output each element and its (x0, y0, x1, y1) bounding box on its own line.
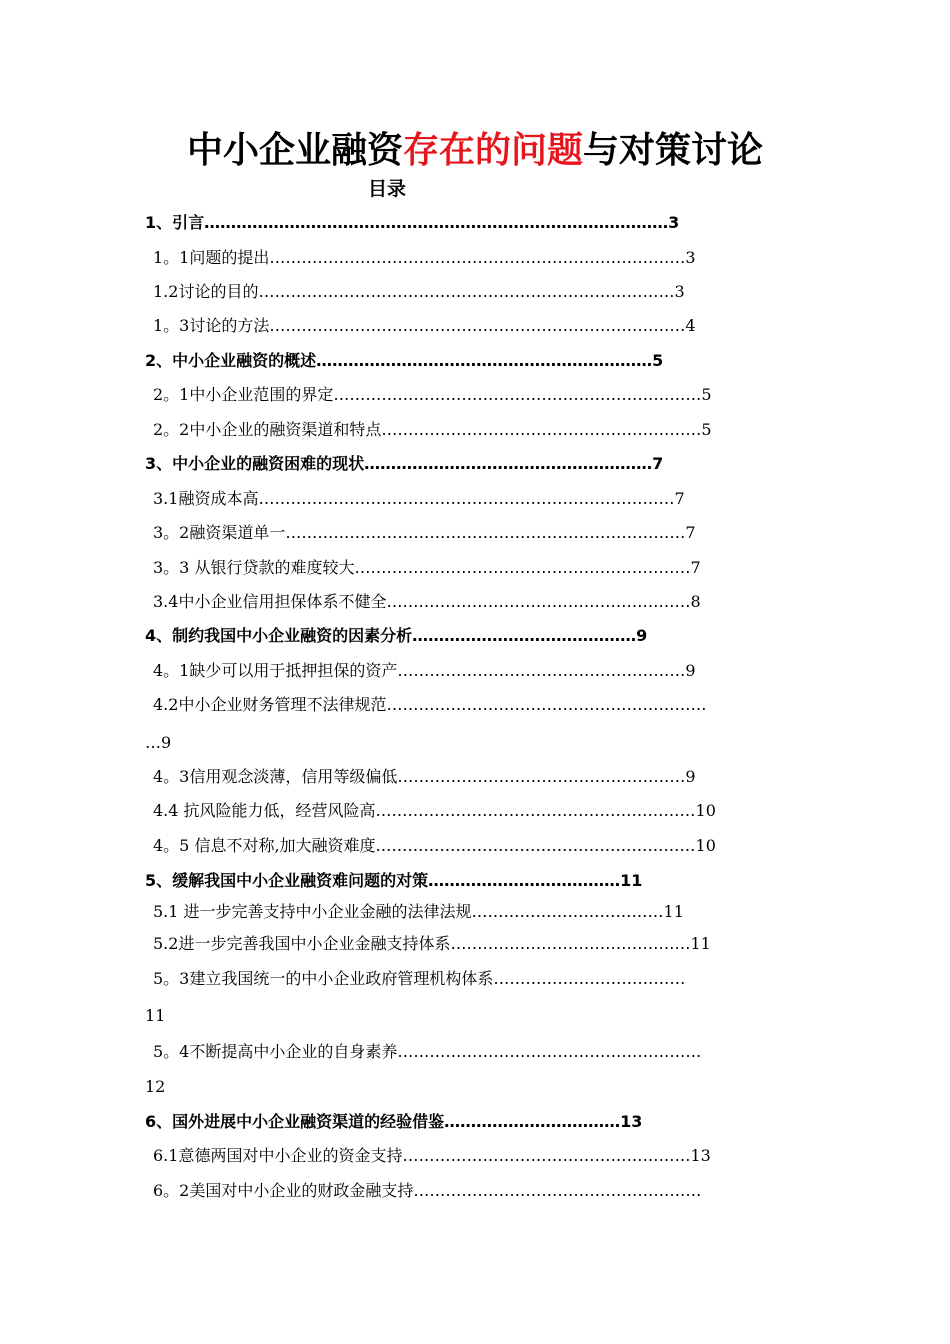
toc-entry: 6。2美国对中小企业的财政金融支持……………………………………………… (153, 1181, 702, 1200)
toc-entry: 3.1融资成本高……………………………………………………………………7 (153, 489, 685, 508)
toc-entry: 1、引言……………………………………………………………………………3 (145, 213, 680, 232)
toc-entry: 3、中小企业的融资困难的现状………………………………………………7 (145, 454, 664, 473)
toc-heading: 目录 (368, 178, 407, 200)
toc-entry: 2。2中小企业的融资渠道和特点……………………………………………………5 (153, 420, 712, 439)
toc-entry: 1.2讨论的目的……………………………………………………………………3 (153, 282, 685, 301)
toc-entry: 2、中小企业融资的概述………………………………………………………5 (145, 351, 664, 370)
toc-entry: 4。3信用观念淡薄，信用等级偏低………………………………………………9 (153, 767, 696, 786)
toc-entry: 4。1缺少可以用于抵押担保的资产………………………………………………9 (153, 661, 696, 680)
toc-entry: 4、制约我国中小企业融资的因素分析……………………………………9 (145, 626, 648, 645)
toc-entry: 5.2进一步完善我国中小企业金融支持体系………………………………………11 (153, 934, 711, 953)
toc-entry: 3。2融资渠道单一…………………………………………………………………7 (153, 523, 696, 542)
toc-entry-continuation: 11 (145, 1006, 166, 1025)
title-highlight: 存在的问题 (402, 129, 583, 171)
toc-entry: 6.1意德两国对中小企业的资金支持………………………………………………13 (153, 1146, 711, 1165)
toc-entry-continuation: …9 (145, 733, 172, 752)
toc-entry: 4.4 抗风险能力低，经营风险高……………………………………………………10 (153, 801, 716, 820)
toc-entry-continuation: 12 (145, 1077, 166, 1096)
toc-entry: 5.1 进一步完善支持中小企业金融的法律法规………………………………11 (153, 902, 684, 921)
toc-entry: 3.4中小企业信用担保体系不健全…………………………………………………8 (153, 592, 701, 611)
toc-entry: 5。4不断提高中小企业的自身素养………………………………………………… (153, 1042, 702, 1061)
document-title: 中小企业融资存在的问题与对策讨论 (186, 129, 764, 171)
toc-entry: 3。3 从银行贷款的难度较大………………………………………………………7 (153, 558, 701, 577)
toc-entry: 4.2中小企业财务管理不法律规范…………………………………………………… (153, 695, 707, 714)
toc-entry: 2。1中小企业范围的界定……………………………………………………………5 (153, 385, 712, 404)
toc-entry: 1。1问题的提出……………………………………………………………………3 (153, 248, 696, 267)
toc-entry: 4。5 信息不对称,加大融资难度……………………………………………………10 (153, 836, 716, 855)
toc-entry: 5。3建立我国统一的中小企业政府管理机构体系……………………………… (153, 969, 686, 988)
toc-entry: 1。3讨论的方法……………………………………………………………………4 (153, 316, 696, 335)
toc-entry: 5、缓解我国中小企业融资难问题的对策………………………………11 (145, 871, 643, 890)
toc-entry: 6、国外进展中小企业融资渠道的经验借鉴……………………………13 (145, 1112, 643, 1131)
